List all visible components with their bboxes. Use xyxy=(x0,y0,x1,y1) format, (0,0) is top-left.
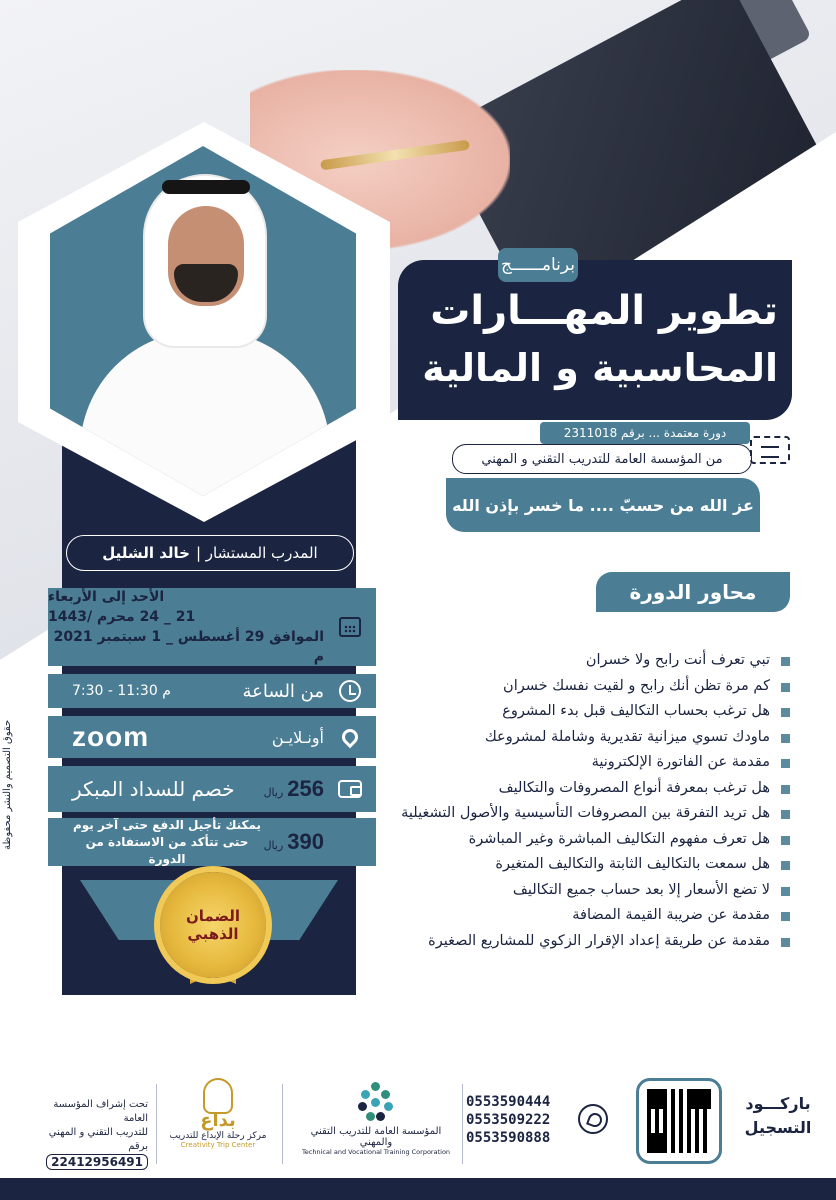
calendar-icon xyxy=(338,615,362,639)
supervision-line3 xyxy=(30,1140,148,1171)
tvtc-emblem-icon xyxy=(358,1082,394,1122)
organization-box: من المؤسسة العامة للتدريب التقني و المهني xyxy=(452,444,752,474)
date-band xyxy=(48,588,376,666)
tvtc-logo xyxy=(296,1082,456,1156)
list-item: لا تضع الأسعار إلا بعد حساب جميع التكاليف xyxy=(392,878,792,904)
tvtc-name-arabic: المؤسسة العامة للتدريب التقني والمهني xyxy=(310,1126,442,1148)
footer-divider xyxy=(156,1084,157,1164)
registration-label-line2: التسجيل xyxy=(744,1118,812,1137)
registration-qr-code[interactable] xyxy=(636,1078,722,1164)
trainer-name: خالد الشليل xyxy=(102,544,190,562)
supervision-line1: تحت إشراف المؤسسة العامة xyxy=(53,1099,148,1124)
list-item: مقدمة عن ضريبة القيمة المضافة xyxy=(392,903,792,929)
early-price-currency: ريال xyxy=(263,786,284,799)
clock-icon xyxy=(338,679,362,703)
program-title-line2: المحاسبية و المالية xyxy=(422,346,778,390)
list-item: مقدمة عن الفاتورة الإلكترونية xyxy=(392,750,792,776)
trainer-title: المدرب المستشار | xyxy=(195,544,318,562)
list-item: ماودك تسوي ميزانية تقديرية وشاملة لمشروعك xyxy=(392,725,792,751)
list-item: هل تريد التفرقة بين المصروفات التأسيسية والأصول التشغيلية xyxy=(392,801,792,827)
list-item: هل ترغب بحساب التكاليف قبل بدء المشروع xyxy=(392,699,792,725)
program-label: برنامــــــج xyxy=(498,248,578,282)
seal-line2: الذهبي xyxy=(187,925,239,943)
early-price xyxy=(264,776,324,802)
whatsapp-icon xyxy=(578,1104,608,1134)
full-price-text-line2: حتى تتأكد من الاستفادة من الدورة xyxy=(85,834,249,866)
course-axes-list xyxy=(392,648,792,954)
phone-numbers xyxy=(466,1093,570,1147)
phone-number[interactable]: 0553509222 xyxy=(466,1112,551,1128)
place-label: أونـلايـن xyxy=(271,727,324,747)
ibdaa-name-english: Creativity Trip Center xyxy=(180,1141,256,1149)
copyright-note: حقوق التصميم والنشر محفوظة xyxy=(2,719,13,851)
time-label: من الساعة xyxy=(242,680,324,702)
full-price-band xyxy=(48,818,376,866)
golden-guarantee-seal xyxy=(160,872,266,978)
time-value: 7:30 - 11:30 م xyxy=(72,683,171,699)
full-price-text xyxy=(72,817,262,868)
trainer-agal xyxy=(162,180,250,194)
list-item: كم مرة تظن أنك رابح و لقيت نفسك خسران xyxy=(392,674,792,700)
zoom-logo: zoom xyxy=(72,721,150,752)
ibdaa-logo xyxy=(168,1078,268,1149)
list-item: هل تعرف مفهوم التكاليف المباشرة وغير المباشرة xyxy=(392,827,792,853)
accreditation-badge: دورة معتمدة ... برقم 2311018 xyxy=(540,422,750,444)
full-price-amount: 390 xyxy=(287,829,324,854)
list-item: تبي تعرف أنت رابح ولا خسران xyxy=(392,648,792,674)
list-item: مقدمة عن طريقة إعداد الإقرار الزكوي للمشاريع الصغيرة xyxy=(392,929,792,955)
lightbulb-icon xyxy=(203,1078,233,1114)
motto-banner: عز الله من حسبّ .... ما خسر بإذن الله xyxy=(446,478,760,532)
ibdaa-name-arabic: مركز رحلة الإبداع للتدريب xyxy=(169,1131,267,1141)
registration-label xyxy=(732,1092,824,1140)
location-pin-icon xyxy=(338,725,362,749)
supervision-number: 22412956491 xyxy=(46,1154,148,1170)
date-hijri: 21 _ 24 محرم /1443 xyxy=(48,609,196,625)
full-price-currency: ريال xyxy=(263,839,284,852)
supervision-prefix: برقم xyxy=(128,1141,148,1152)
phone-number[interactable]: 0553590444 xyxy=(466,1094,551,1110)
list-item: هل ترغب بمعرفة أنواع المصروفات والتكاليف xyxy=(392,776,792,802)
phone-number[interactable]: 0553590888 xyxy=(466,1130,551,1146)
wallet-icon xyxy=(338,777,362,801)
full-price-text-line1: يمكنك تأجيل الدفع حتى آخر يوم xyxy=(72,817,262,832)
time-band xyxy=(48,674,376,708)
full-price xyxy=(264,829,324,855)
trainer-name-pill xyxy=(66,535,354,571)
title-card xyxy=(398,260,792,420)
certificate-icon xyxy=(750,436,790,464)
program-title-line1: تطوير المهـــارات xyxy=(430,288,778,334)
date-days: الأحد إلى الأربعاء xyxy=(48,589,165,605)
early-price-band xyxy=(48,766,376,812)
list-item: هل سمعت بالتكاليف الثابتة والتكاليف المتغيرة xyxy=(392,852,792,878)
supervision-note xyxy=(30,1098,148,1171)
footer-divider xyxy=(462,1084,463,1164)
early-price-text: خصم للسداد المبكر xyxy=(72,777,235,801)
course-axes-heading: محاور الدورة xyxy=(596,572,790,612)
date-gregorian: الموافق 29 أغسطس _ 1 سبتمبر 2021 م xyxy=(53,629,324,665)
tvtc-name-english: Technical and Vocational Training Corporation xyxy=(301,1148,451,1156)
supervision-line2: للتدريب التقني و المهني xyxy=(48,1127,148,1138)
qr-code-icon xyxy=(647,1089,711,1153)
registration-label-line1: باركـــود xyxy=(745,1094,811,1113)
place-band xyxy=(48,716,376,758)
seal-line1: الضمان xyxy=(185,907,241,925)
early-price-amount: 256 xyxy=(287,776,324,801)
ibdaa-wordmark: بداع xyxy=(200,1110,236,1131)
footer-divider xyxy=(282,1084,283,1164)
footer-bar xyxy=(0,1178,836,1200)
